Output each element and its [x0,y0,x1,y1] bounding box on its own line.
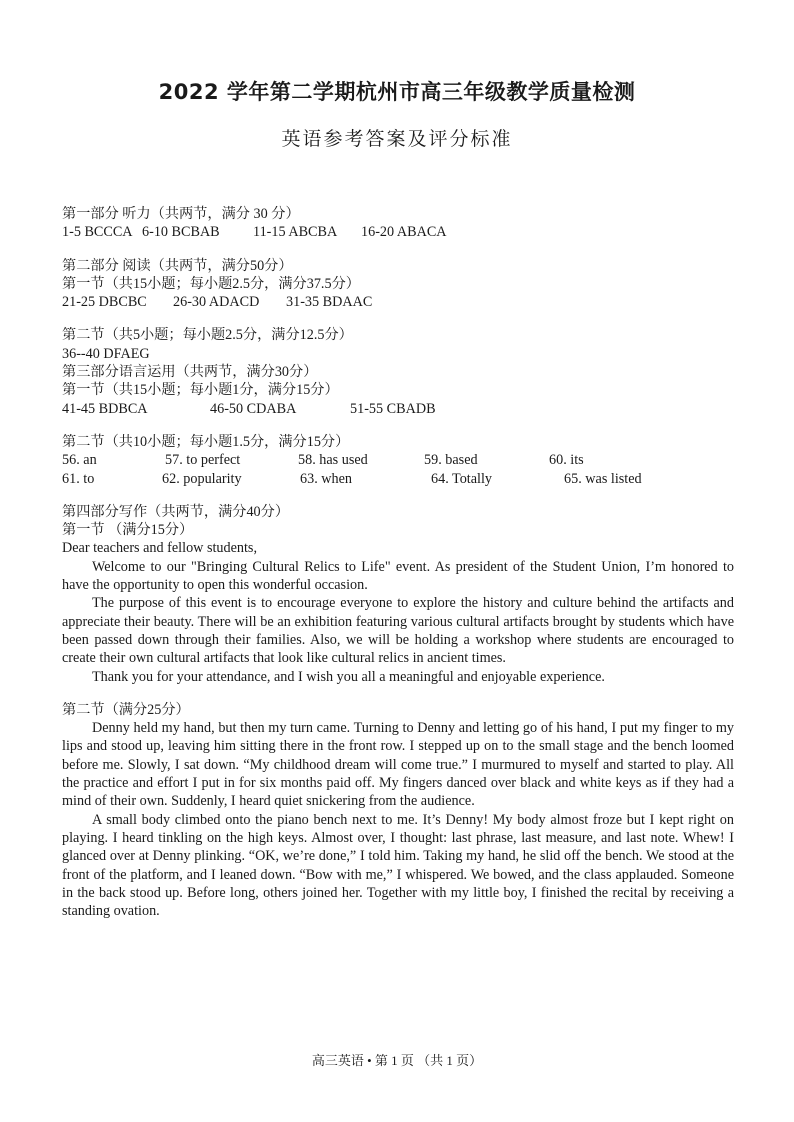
letter-salutation: Dear teachers and fellow students, [62,540,258,557]
answer-body [62,205,734,920]
fill-answer: 58. has used [298,452,368,469]
part2-answer-group: 31-35 BDAAC [286,294,373,311]
page-title: 2022 学年第二学期杭州市高三年级教学质量检测 [158,80,636,104]
part2-section2-answers: 36--40 DFAEG [62,345,150,362]
part3-section1-heading: 第一节（共15小题；每小题1分，满分15分） [62,382,339,399]
part2-answer-group: 26-30 ADACD [173,294,260,311]
part2-section1-answers [62,293,734,311]
fill-answer: 60. its [549,452,584,469]
part1-answer-group: 6-10 BCBAB [142,224,220,241]
fill-answer: 57. to perfect [165,452,241,469]
part1-answer-group: 11-15 ABCBA [253,224,338,241]
part3-answer-group: 46-50 CDABA [210,400,297,417]
letter-paragraph: Welcome to our "Bringing Cultural Relics to Life" event. As president of the Student Union, I’m honored to have the opportunity to open this wonderful occasion. [62,558,734,594]
part1-answers [62,223,734,241]
fill-answer: 63. when [300,470,353,487]
part3-answer-group: 41-45 BDBCA [62,400,148,417]
fill-answer: 61. to [62,470,95,487]
part4-section2-heading: 第二节（满分25分） [62,701,190,718]
part1-heading: 第一部分 听力（共两节，满分 30 分） [62,206,300,222]
fill-answer: 62. popularity [162,470,242,487]
part3-section2-heading: 第二节（共10小题；每小题1.5分，满分15分） [62,433,350,450]
page-subtitle: 英语参考答案及评分标准 [281,128,513,150]
part2-heading: 第二部分 阅读（共两节，满分50分） [62,257,293,274]
part1-answer-group: 16-20 ABACA [361,224,447,241]
part2-section1-heading: 第一节（共15小题；每小题2.5分，满分37.5分） [62,275,360,292]
part3-heading: 第三部分语言运用（共两节，满分30分） [62,364,318,381]
story-paragraph: A small body climbed onto the piano bench next to me. It’s Denny! My body almost froze but I kept right on playing. I heard tinkling on the high keys. Almost over, I thought: last phrase, last measure, and last note. Whew! I glanced over at Denny plinking. “OK, we’re done,” I told him. Taking my hand, he slid off the bench. We stood at the front of the platform, and I leaned down. “Bow with me,” I whispered. We bowed, and the class applauded. Someone in the back stood up. Before long, others joined her. Together with my little boy, I finished the recital by receiving a standing ovation. [62,811,734,920]
page-footer: 高三英语 • 第 1 页 （共 1 页） [311,1053,483,1068]
part3-section2-row2 [62,470,734,488]
part1-answer-group: 1-5 BCCCA [62,224,133,241]
part3-section1-answers [62,400,734,418]
part4-heading: 第四部分写作（共两节，满分40分） [62,503,290,520]
fill-answer: 59. based [424,452,478,469]
letter-paragraph: Thank you for your attendance, and I wish you all a meaningful and enjoyable experience. [92,668,605,685]
story-paragraph: Denny held my hand, but then my turn came. Turning to Denny and letting go of his hand, I put my finger to my lips and stood up, leaving him sitting there in the front row. I stepped up on to the small stage and the bench loomed before me. Slowly, I sat down. “My childhood dream will come true.” I murmured to myself and started to play. All the practice and effort I put in for six months paid off. My fingers danced over black and white keys as if they had a mind of their own. Suddenly, I heard quiet snickering from the audience. [62,720,734,810]
part4-section1-heading: 第一节 （满分15分） [62,522,194,539]
fill-answer: 56. an [62,452,97,469]
part2-section2-heading: 第二节（共5小题；每小题2.5分，满分12.5分） [62,327,353,344]
fill-answer: 64. Totally [431,470,493,487]
part2-answer-group: 21-25 DBCBC [62,294,147,311]
part3-section2-row1 [62,451,734,469]
letter-paragraph: The purpose of this event is to encourage everyone to explore the history and culture behind the artifacts and appreciate their beauty. There will be an exhibition featuring various cultural artifacts brought by students which have been passed down through their families. Also, we will be holding a workshop where students are encouraged to create their own cultural artifacts that look like cultural relics in ancient times. [62,595,734,667]
part3-answer-group: 51-55 CBADB [350,400,436,417]
fill-answer: 65. was listed [564,470,642,487]
